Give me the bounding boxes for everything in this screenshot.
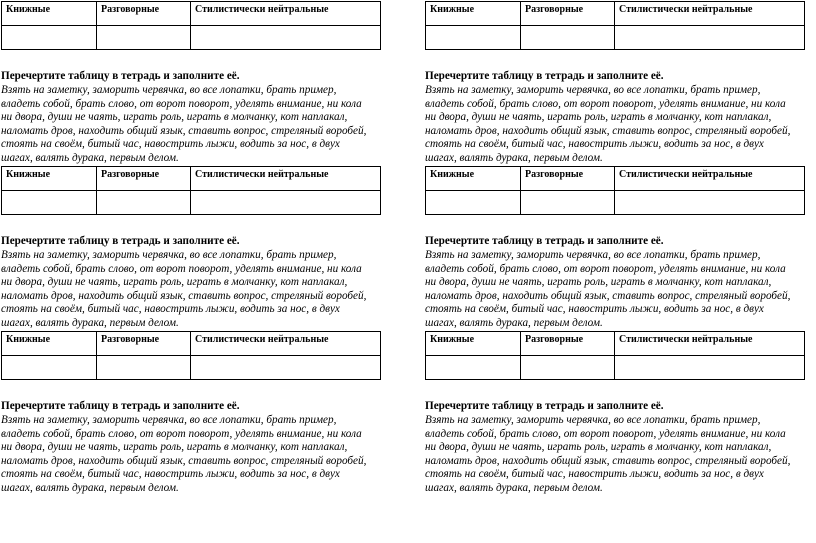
word-list: [425, 414, 805, 496]
task-title: Перечертите таблицу в тетрадь и заполните её.: [425, 235, 664, 247]
worksheet-card-6: [425, 331, 805, 496]
classification-table: [425, 1, 805, 50]
header-colloquial: Разговорные: [521, 167, 615, 191]
header-colloquial: Разговорные: [97, 167, 191, 191]
header-bookish: Книжные: [426, 332, 521, 356]
empty-cell: [615, 26, 805, 50]
word-line: стоять на своём, битый час, навострить лыжи, водить за нос, в двух: [425, 468, 764, 481]
word-line: ни двора, души не чаять, играть роль, играть в молчанку, кот наплакал,: [425, 111, 772, 124]
empty-cell: [2, 191, 97, 215]
worksheet-card-3: [1, 331, 381, 496]
header-bookish: Книжные: [426, 2, 521, 26]
word-line: владеть собой, брать слово, от ворот поворот, уделять внимание, ни кола: [425, 262, 786, 275]
word-line: наломать дров, находить общий язык, ставить вопрос, стреляный воробей,: [425, 454, 791, 467]
header-neutral: Стилистически нейтральные: [615, 2, 805, 26]
header-colloquial: Разговорные: [521, 332, 615, 356]
word-line: стоять на своём, битый час, навострить лыжи, водить за нос, в двух: [1, 303, 340, 316]
header-bookish: Книжные: [2, 332, 97, 356]
worksheet-card-5: [425, 166, 805, 331]
word-line: Взять на заметку, заморить червячка, во все лопатки, брать пример,: [1, 84, 337, 96]
word-line: Взять на заметку, заморить червячка, во все лопатки, брать пример,: [425, 414, 761, 426]
empty-cell: [191, 191, 381, 215]
word-line: владеть собой, брать слово, от ворот поворот, уделять внимание, ни кола: [1, 97, 362, 110]
word-line: шагах, валять дурака, первым делом.: [1, 481, 179, 494]
worksheet-card-1: [1, 1, 381, 166]
empty-cell: [2, 26, 97, 50]
word-list: [1, 414, 381, 496]
empty-cell: [2, 356, 97, 380]
classification-table: [1, 166, 381, 215]
classification-table: [425, 166, 805, 215]
word-list: [1, 84, 381, 166]
task-title: Перечертите таблицу в тетрадь и заполните её.: [425, 70, 664, 82]
classification-table: [425, 331, 805, 380]
word-line: владеть собой, брать слово, от ворот поворот, уделять внимание, ни кола: [1, 427, 362, 440]
worksheet-card-4: [425, 1, 805, 166]
word-line: Взять на заметку, заморить червячка, во все лопатки, брать пример,: [425, 249, 761, 261]
empty-cell: [521, 26, 615, 50]
word-line: шагах, валять дурака, первым делом.: [425, 151, 603, 164]
word-line: владеть собой, брать слово, от ворот поворот, уделять внимание, ни кола: [425, 427, 786, 440]
word-line: наломать дров, находить общий язык, ставить вопрос, стреляный воробей,: [1, 289, 367, 302]
header-neutral: Стилистически нейтральные: [191, 167, 381, 191]
header-colloquial: Разговорные: [521, 2, 615, 26]
empty-cell: [521, 191, 615, 215]
word-line: ни двора, души не чаять, играть роль, играть в молчанку, кот наплакал,: [1, 276, 348, 289]
header-colloquial: Разговорные: [97, 2, 191, 26]
task-title: Перечертите таблицу в тетрадь и заполните её.: [1, 400, 240, 412]
word-line: наломать дров, находить общий язык, ставить вопрос, стреляный воробей,: [1, 454, 367, 467]
task-title: Перечертите таблицу в тетрадь и заполните её.: [425, 400, 664, 412]
word-line: ни двора, души не чаять, играть роль, играть в молчанку, кот наплакал,: [425, 276, 772, 289]
word-list: [425, 249, 805, 331]
word-line: Взять на заметку, заморить червячка, во все лопатки, брать пример,: [1, 414, 337, 426]
empty-cell: [97, 191, 191, 215]
empty-cell: [521, 356, 615, 380]
classification-table: [1, 1, 381, 50]
header-bookish: Книжные: [2, 167, 97, 191]
word-line: ни двора, души не чаять, играть роль, играть в молчанку, кот наплакал,: [1, 111, 348, 124]
empty-cell: [426, 26, 521, 50]
empty-cell: [97, 26, 191, 50]
header-neutral: Стилистически нейтральные: [191, 2, 381, 26]
word-line: Взять на заметку, заморить червячка, во все лопатки, брать пример,: [1, 249, 337, 261]
empty-cell: [191, 356, 381, 380]
header-neutral: Стилистически нейтральные: [191, 332, 381, 356]
word-line: ни двора, души не чаять, играть роль, играть в молчанку, кот наплакал,: [425, 441, 772, 454]
word-line: стоять на своём, битый час, навострить лыжи, водить за нос, в двух: [425, 303, 764, 316]
word-line: владеть собой, брать слово, от ворот поворот, уделять внимание, ни кола: [425, 97, 786, 110]
empty-cell: [191, 26, 381, 50]
word-line: владеть собой, брать слово, от ворот поворот, уделять внимание, ни кола: [1, 262, 362, 275]
word-list: [1, 249, 381, 331]
header-neutral: Стилистически нейтральные: [615, 332, 805, 356]
word-line: шагах, валять дурака, первым делом.: [425, 481, 603, 494]
empty-cell: [426, 191, 521, 215]
task-title: Перечертите таблицу в тетрадь и заполните её.: [1, 70, 240, 82]
word-line: наломать дров, находить общий язык, ставить вопрос, стреляный воробей,: [425, 124, 791, 137]
header-neutral: Стилистически нейтральные: [615, 167, 805, 191]
empty-cell: [615, 191, 805, 215]
header-bookish: Книжные: [426, 167, 521, 191]
word-line: наломать дров, находить общий язык, ставить вопрос, стреляный воробей,: [1, 124, 367, 137]
empty-cell: [426, 356, 521, 380]
word-line: стоять на своём, битый час, навострить лыжи, водить за нос, в двух: [425, 138, 764, 151]
word-line: шагах, валять дурака, первым делом.: [1, 151, 179, 164]
word-line: стоять на своём, битый час, навострить лыжи, водить за нос, в двух: [1, 138, 340, 151]
word-list: [425, 84, 805, 166]
classification-table: [1, 331, 381, 380]
empty-cell: [97, 356, 191, 380]
word-line: наломать дров, находить общий язык, ставить вопрос, стреляный воробей,: [425, 289, 791, 302]
word-line: ни двора, души не чаять, играть роль, играть в молчанку, кот наплакал,: [1, 441, 348, 454]
header-bookish: Книжные: [2, 2, 97, 26]
word-line: шагах, валять дурака, первым делом.: [425, 316, 603, 329]
header-colloquial: Разговорные: [97, 332, 191, 356]
task-title: Перечертите таблицу в тетрадь и заполните её.: [1, 235, 240, 247]
word-line: шагах, валять дурака, первым делом.: [1, 316, 179, 329]
worksheet-card-2: [1, 166, 381, 331]
word-line: стоять на своём, битый час, навострить лыжи, водить за нос, в двух: [1, 468, 340, 481]
word-line: Взять на заметку, заморить червячка, во все лопатки, брать пример,: [425, 84, 761, 96]
empty-cell: [615, 356, 805, 380]
